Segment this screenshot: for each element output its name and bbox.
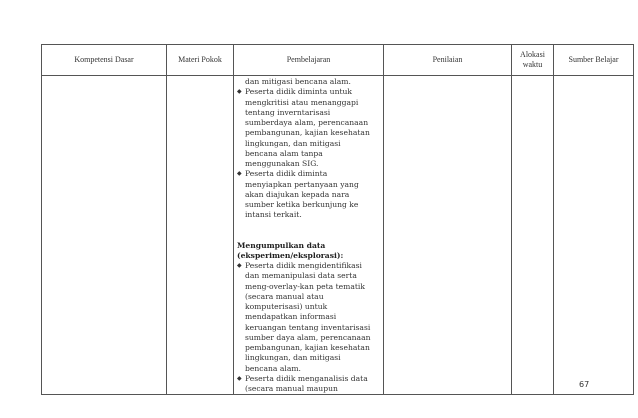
header-materi-pokok: Materi Pokok: [167, 45, 234, 76]
section-heading-line1: Mengumpulkan data: [237, 240, 326, 250]
list-item-line: pembangunan, kajian kesehatan: [245, 343, 370, 352]
header-alokasi-waktu: [512, 45, 554, 76]
list-item-line: ◆ Peserta didik mengidentifikasi: [245, 261, 362, 270]
syllabus-table: [41, 44, 634, 395]
header-sumber-belajar: Sumber Belajar: [554, 45, 634, 76]
list-item-line: meng-overlay-kan peta tematik: [245, 281, 365, 291]
list-item-line: menyiapkan pertanyaan yang: [245, 179, 359, 189]
spacer: [237, 221, 383, 241]
header-penilaian: Penilaian: [384, 45, 512, 76]
list-item-line: ◆ Peserta didik diminta: [245, 169, 328, 179]
page-number: 67: [579, 380, 590, 389]
list-item-line: mengkritisi atau menanggapi: [245, 97, 359, 107]
cell-materi-pokok: [167, 76, 234, 395]
list-item-line: mendapatkan informasi: [245, 312, 337, 322]
header-pembelajaran: Pembelajaran: [234, 45, 384, 76]
list-item-line: lingkungan, dan mitigasi: [245, 138, 341, 148]
header-alokasi-line1: Alokasi: [520, 50, 545, 59]
section-heading-line2: (eksperimen/eksplorasi):: [237, 250, 344, 260]
list-item-line: intansi terkait.: [245, 210, 302, 220]
list-item-line: bencana alam.: [245, 363, 301, 373]
continuation-text: dan mitigasi bencana alam.: [245, 77, 351, 86]
cell-sumber-belajar: [554, 76, 634, 395]
list-item-line: bencana alam tanpa: [245, 148, 323, 158]
list-item-line: pembangunan, kajian kesehatan: [245, 128, 370, 138]
list-item-line: sumber ketika berkunjung ke: [245, 200, 359, 209]
list-item-line: ◆ Peserta didik diminta untuk: [245, 87, 352, 97]
activity-list-b: [237, 261, 383, 394]
list-item-line: sumberdaya alam, perencanaan: [245, 118, 369, 127]
list-item: [237, 374, 383, 395]
list-item-line: sumber daya alam, perencanaan: [245, 332, 371, 342]
list-item-line: (secara manual atau: [245, 291, 324, 301]
list-item-line: (secara manual maupun: [245, 384, 338, 393]
list-item-line: komputerisasi) untuk: [245, 302, 328, 311]
header-kompetensi-dasar: Kompetensi Dasar: [42, 45, 167, 76]
list-item-line: keruangan tentang inventarisasi: [245, 322, 371, 332]
cell-alokasi-waktu: [512, 76, 554, 395]
list-item-line: dan memanipulasi data serta: [245, 271, 357, 281]
list-item-line: lingkungan, dan mitigasi: [245, 353, 341, 363]
pembelajaran-content: [234, 76, 383, 394]
list-item: [237, 261, 383, 374]
list-item-line: tentang inverntarisasi: [245, 107, 331, 117]
list-item-line: menggunakan SIG.: [245, 159, 319, 168]
activity-list-a: [237, 87, 383, 220]
list-item: [237, 87, 383, 169]
table-header-row: [42, 45, 634, 76]
list-item-line: ◆ Peserta didik menganalisis data: [245, 373, 368, 383]
cell-kompetensi-dasar: [42, 76, 167, 395]
list-item: [237, 169, 383, 220]
cell-pembelajaran: [234, 76, 384, 395]
table-row: [42, 76, 634, 395]
list-item-line: akan diajukan kepada nara: [245, 189, 350, 199]
cell-penilaian: [384, 76, 512, 395]
header-alokasi-line2: waktu: [522, 60, 543, 69]
